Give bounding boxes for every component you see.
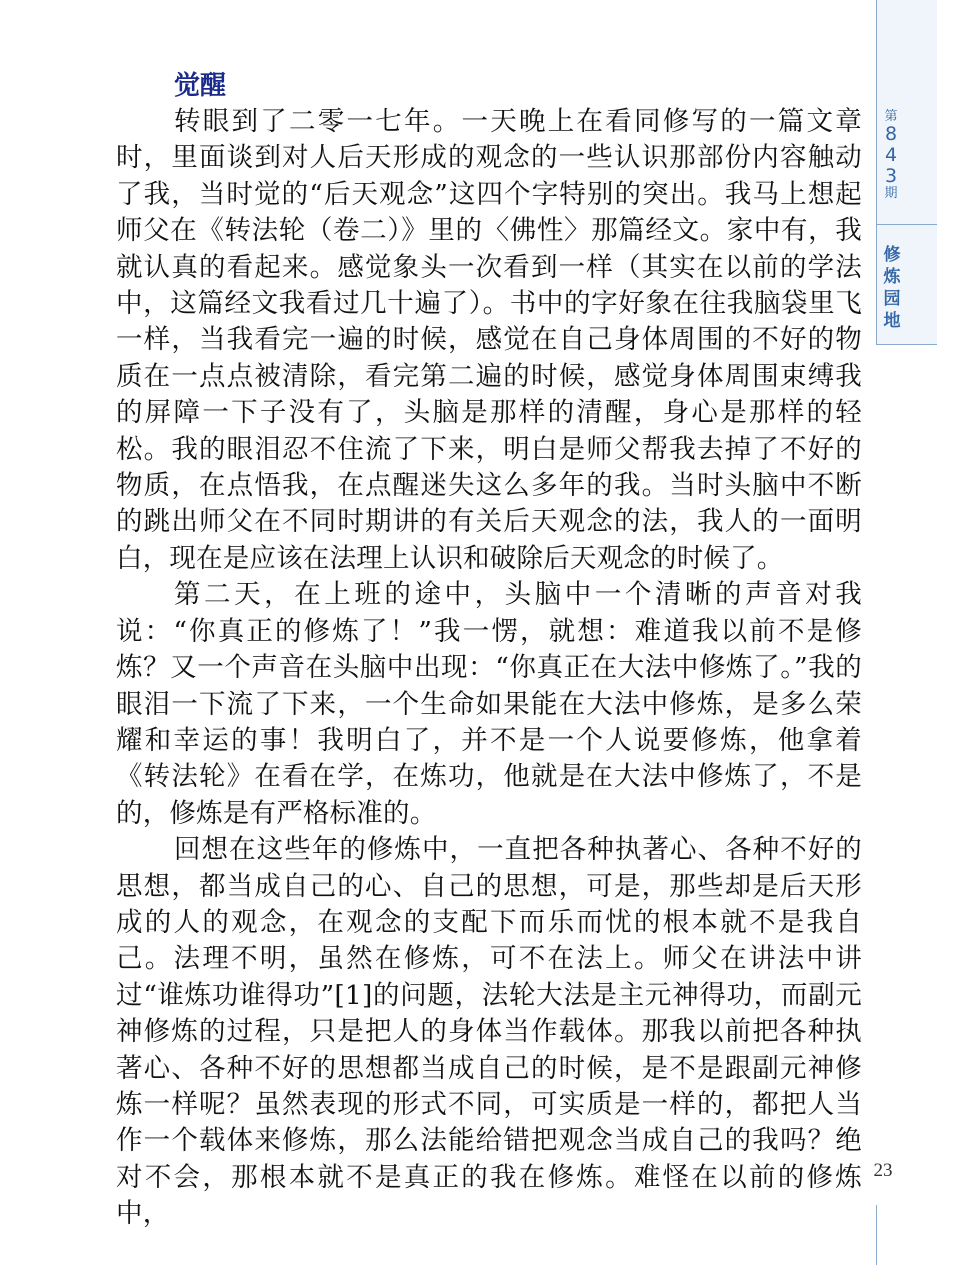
sidebar-divider	[877, 224, 937, 225]
margin-rule	[876, 1205, 877, 1265]
issue-sidebar	[876, 0, 937, 345]
page-number: 23	[873, 1160, 893, 1181]
section-char: 修	[883, 245, 901, 265]
section-char: 园	[883, 289, 901, 309]
issue-digit: 3	[884, 165, 898, 187]
issue-suffix: 期	[884, 186, 898, 201]
issue-number	[877, 110, 905, 201]
section-char: 炼	[883, 267, 901, 287]
issue-digit: 4	[884, 144, 898, 166]
article-body	[116, 68, 862, 1233]
sidebar-bottom-border	[877, 344, 937, 345]
issue-prefix: 第	[884, 109, 898, 124]
section-title	[877, 244, 907, 332]
article-paragraph: 回想在这些年的修炼中，一直把各种执著心、各种不好的思想，都当成自己的心、自己的思想，可是，那些却是后天形成的人的观念，在观念的支配下而乐而忧的根本就不是我自己。法理不明，虽然在修炼，可不在法上。师父在讲法中讲过“谁炼功谁得功”[1]的问题，法轮大法是主元神得功，而副元神修炼的过程，只是把人的身体当作载体。那我以前把各种执著心、各种不好的思想都当成自己的时候，是不是跟副元神修炼一样呢？虽然表现的形式不同，可实质是一样的，都把人当作一个载体来修炼，那么法能给错把观念当成自己的我吗？绝对不会，那根本就不是真正的我在修炼。难怪在以前的修炼中，	[116, 834, 862, 1230]
article-paragraph: 第二天，在上班的途中，头脑中一个清晰的声音对我说：“你真正的修炼了！”我一愣，就想：难道我以前不是修炼？又一个声音在头脑中出现：“你真正在大法中修炼了。”我的眼泪一下流了下来，一个生命如果能在大法中修炼，是多么荣耀和幸运的事！我明白了，并不是一个人说要修炼，他拿着《转法轮》在看在学，在炼功，他就是在大法中修炼了，不是的，修炼是有严格标准的。	[116, 579, 862, 829]
article-paragraph: 转眼到了二零一七年。一天晚上在看同修写的一篇文章时，里面谈到对人后天形成的观念的一些认识那部份内容触动了我，当时觉的“后天观念”这四个字特别的突出。我马上想起师父在《转法轮（卷二）》里的〈佛性〉那篇经文。家中有，我就认真的看起来。感觉象头一次看到一样（其实在以前的学法中，这篇经文我看过几十遍了）。书中的字好象在往我脑袋里飞一样，当我看完一遍的时候，感觉在自己身体周围的不好的物质在一点点被清除，看完第二遍的时候，感觉身体周围束缚我的屏障一下子没有了，头脑是那样的清醒，身心是那样的轻松。我的眼泪忍不住流了下来，明白是师父帮我去掉了不好的物质，在点悟我，在点醒迷失这么多年的我。当时头脑中不断的跳出师父在不同时期讲的有关后天观念的法，我人的一面明白，现在是应该在法理上认识和破除后天观念的时候了。	[116, 106, 862, 574]
section-char: 地	[883, 311, 901, 331]
article-heading: 觉醒	[174, 71, 227, 101]
issue-digit: 8	[884, 123, 898, 145]
